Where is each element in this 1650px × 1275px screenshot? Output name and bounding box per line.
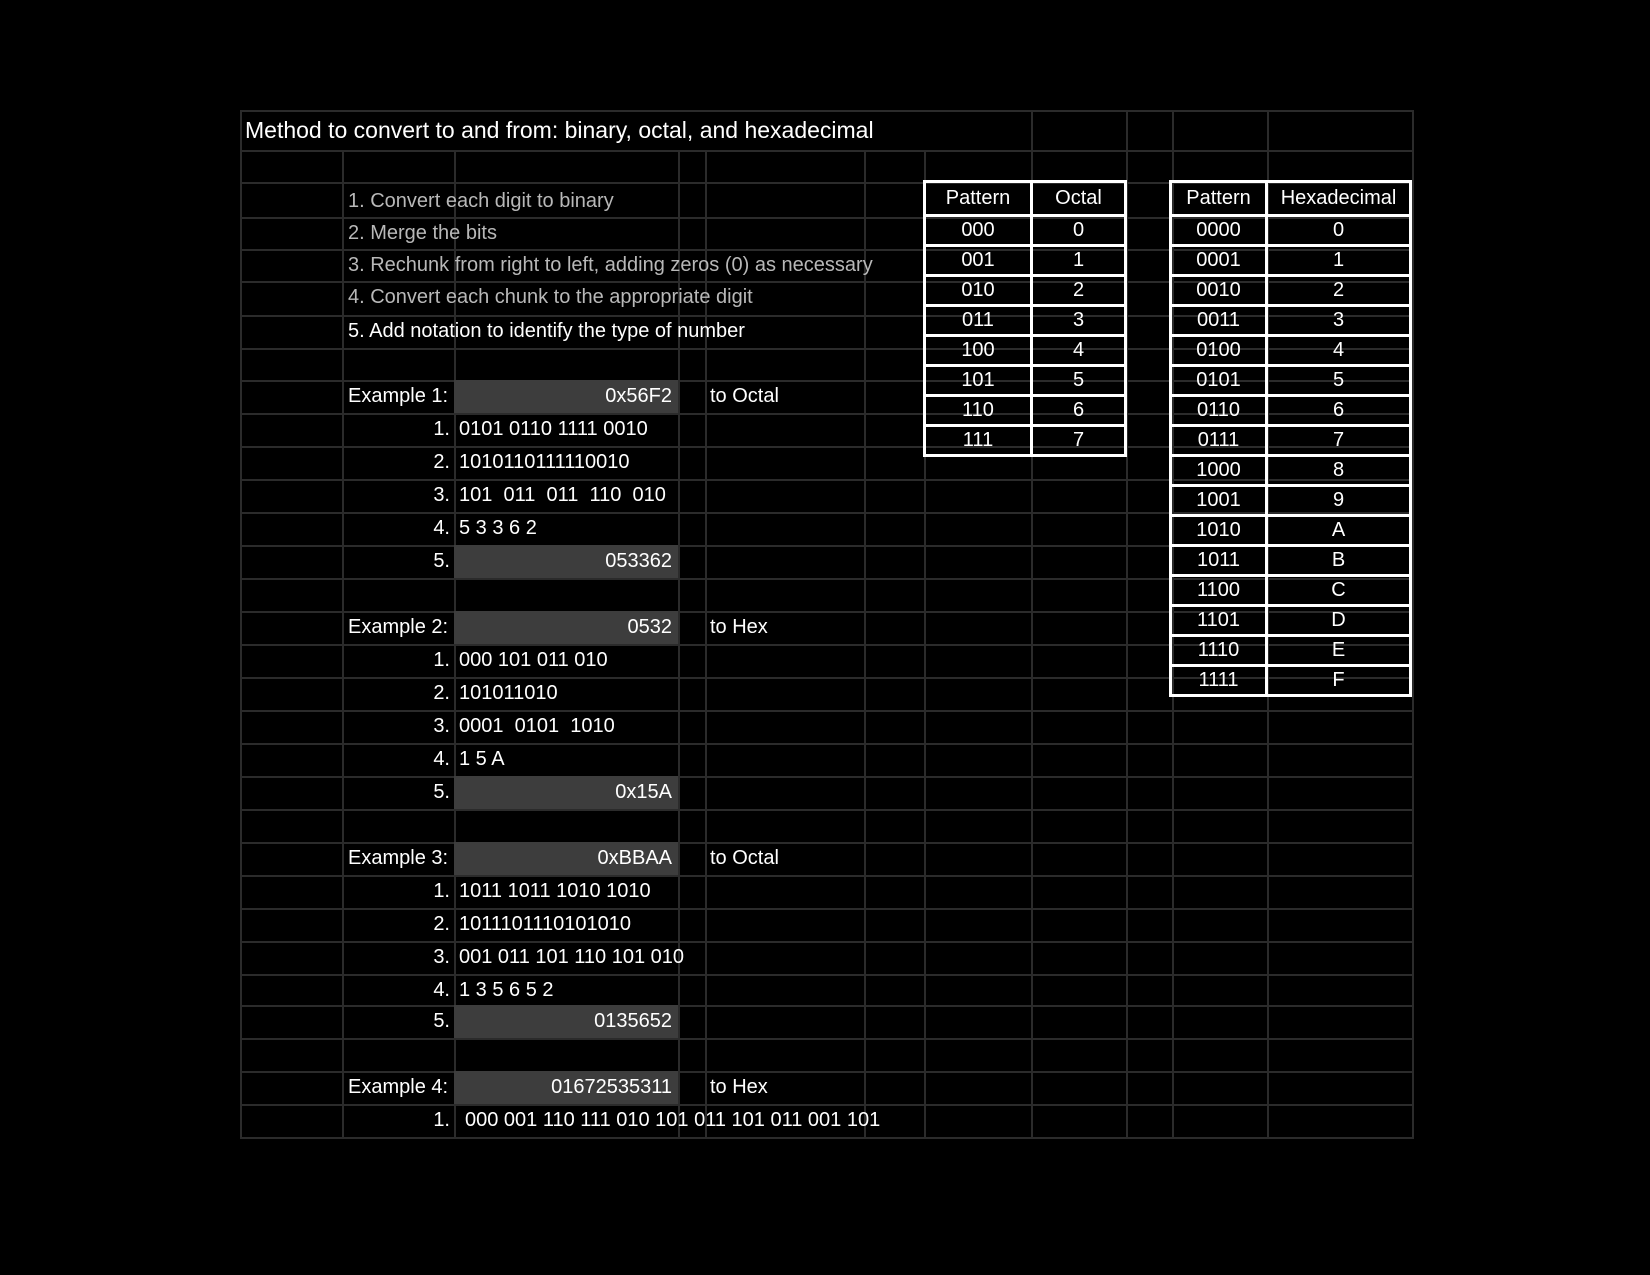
pattern-cell: 1110 (1171, 636, 1267, 666)
grid-line (240, 110, 242, 1139)
step-number: 3. (433, 946, 450, 968)
pattern-cell: 011 (925, 306, 1032, 336)
example-result[interactable]: 0135652 (454, 1005, 678, 1038)
column-header-pattern: Pattern (1171, 182, 1267, 216)
value-cell: 1 (1032, 246, 1126, 276)
pattern-cell: 0110 (1171, 396, 1267, 426)
example-input[interactable]: 0532 (454, 611, 678, 644)
example-input[interactable]: 0x56F2 (454, 380, 678, 413)
hex-lookup-table (1169, 180, 1412, 697)
pattern-cell: 1101 (1171, 606, 1267, 636)
step-number: 5. (433, 781, 450, 803)
step-text: 1011 1011 1010 1010 (459, 880, 651, 902)
step-text: 0001 0101 1010 (459, 715, 615, 737)
table-row (1171, 546, 1411, 576)
table-row (1171, 276, 1411, 306)
pattern-cell: 0111 (1171, 426, 1267, 456)
value-cell: 7 (1032, 426, 1126, 456)
example-label: Example 2: (348, 616, 449, 638)
table-row (925, 216, 1126, 246)
grid-line (240, 809, 1414, 811)
pattern-cell: 010 (925, 276, 1032, 306)
step-text: 1 5 A (459, 748, 505, 770)
pattern-cell: 1001 (1171, 486, 1267, 516)
example-input[interactable]: 0xBBAA (454, 842, 678, 875)
value-cell: C (1267, 576, 1411, 606)
value-cell: 5 (1032, 366, 1126, 396)
value-cell: 4 (1032, 336, 1126, 366)
pattern-cell: 1111 (1171, 666, 1267, 696)
table-row (925, 276, 1126, 306)
step-number: 1. (433, 880, 450, 902)
value-cell: B (1267, 546, 1411, 576)
method-step-2: 2. Merge the bits (348, 222, 497, 244)
value-cell: 3 (1032, 306, 1126, 336)
octal-lookup-table (923, 180, 1127, 457)
value-cell: 6 (1267, 396, 1411, 426)
table-row (1171, 336, 1411, 366)
example-target: to Hex (710, 1076, 768, 1098)
pattern-cell: 101 (925, 366, 1032, 396)
step-text: 1010110111110010 (459, 451, 630, 473)
value-cell: 4 (1267, 336, 1411, 366)
step-text: 1011101110101010 (459, 913, 632, 935)
column-header-octal: Octal (1032, 182, 1126, 216)
pattern-cell: 000 (925, 216, 1032, 246)
table-row (925, 366, 1126, 396)
step-text: 000 101 011 010 (459, 649, 608, 671)
step-number: 2. (433, 451, 450, 473)
table-row (1171, 246, 1411, 276)
pattern-cell: 1100 (1171, 576, 1267, 606)
grid-line (240, 1038, 1414, 1040)
table-row (925, 426, 1126, 456)
table-row (1171, 516, 1411, 546)
example-input[interactable]: 01672535311 (454, 1071, 678, 1104)
pattern-cell: 0010 (1171, 276, 1267, 306)
pattern-cell: 1011 (1171, 546, 1267, 576)
page-title: Method to convert to and from: binary, octal, and hexadecimal (245, 117, 874, 143)
value-cell: 8 (1267, 456, 1411, 486)
step-text: 5 3 3 6 2 (459, 517, 537, 539)
table-row (1171, 486, 1411, 516)
pattern-cell: 0000 (1171, 216, 1267, 246)
step-number: 1. (433, 649, 450, 671)
example-label: Example 1: (348, 385, 449, 407)
table-row (1171, 606, 1411, 636)
value-cell: 6 (1032, 396, 1126, 426)
table-row (1171, 366, 1411, 396)
value-cell: D (1267, 606, 1411, 636)
step-text: 001 011 101 110 101 010 (459, 946, 685, 968)
value-cell: A (1267, 516, 1411, 546)
pattern-cell: 111 (925, 426, 1032, 456)
value-cell: 2 (1032, 276, 1126, 306)
pattern-cell: 0011 (1171, 306, 1267, 336)
table-row (1171, 426, 1411, 456)
step-number: 4. (433, 979, 450, 1001)
pattern-cell: 1000 (1171, 456, 1267, 486)
example-target: to Hex (710, 616, 768, 638)
step-number: 2. (433, 682, 450, 704)
pattern-cell: 110 (925, 396, 1032, 426)
step-number: 5. (433, 1010, 450, 1032)
hex-table-body (1171, 216, 1411, 696)
table-row (925, 306, 1126, 336)
step-number: 3. (433, 484, 450, 506)
table-row (1171, 456, 1411, 486)
step-text: 000 001 110 111 010 101 011 101 011 001 101 (465, 1109, 881, 1131)
table-row (1171, 576, 1411, 606)
value-cell: 9 (1267, 486, 1411, 516)
table-header-row (1171, 182, 1411, 216)
value-cell: 3 (1267, 306, 1411, 336)
value-cell: 5 (1267, 366, 1411, 396)
grid-line (864, 150, 866, 1139)
table-row (925, 336, 1126, 366)
column-header-hexadecimal: Hexadecimal (1267, 182, 1411, 216)
method-step-5: 5. Add notation to identify the type of number (348, 320, 745, 342)
table-row (1171, 636, 1411, 666)
pattern-cell: 0100 (1171, 336, 1267, 366)
table-row (1171, 666, 1411, 696)
step-text: 0101 0110 1111 0010 (459, 418, 648, 440)
value-cell: 7 (1267, 426, 1411, 456)
step-number: 4. (433, 517, 450, 539)
value-cell: E (1267, 636, 1411, 666)
step-number: 4. (433, 748, 450, 770)
example-label: Example 3: (348, 847, 449, 869)
table-header-row (925, 182, 1126, 216)
step-text: 1 3 5 6 5 2 (459, 979, 554, 1001)
method-step-3: 3. Rechunk from right to left, adding zeros (0) as necessary (348, 254, 873, 276)
step-number: 2. (433, 913, 450, 935)
value-cell: 0 (1032, 216, 1126, 246)
value-cell: F (1267, 666, 1411, 696)
pattern-cell: 001 (925, 246, 1032, 276)
step-number: 1. (433, 1109, 450, 1131)
step-number: 3. (433, 715, 450, 737)
example-target: to Octal (710, 385, 779, 407)
table-row (1171, 306, 1411, 336)
value-cell: 2 (1267, 276, 1411, 306)
example-target: to Octal (710, 847, 779, 869)
pattern-cell: 0001 (1171, 246, 1267, 276)
step-text: 101011010 (459, 682, 558, 704)
value-cell: 1 (1267, 246, 1411, 276)
example-result[interactable]: 0x15A (454, 776, 678, 809)
example-result[interactable]: 053362 (454, 545, 678, 578)
pattern-cell: 0101 (1171, 366, 1267, 396)
method-step-4: 4. Convert each chunk to the appropriate digit (348, 286, 753, 308)
table-row (1171, 216, 1411, 246)
octal-table-body (925, 216, 1126, 456)
method-step-1: 1. Convert each digit to binary (348, 190, 614, 212)
column-header-pattern: Pattern (925, 182, 1032, 216)
example-label: Example 4: (348, 1076, 449, 1098)
value-cell: 0 (1267, 216, 1411, 246)
step-text: 101 011 011 110 010 (459, 484, 666, 506)
table-row (1171, 396, 1411, 426)
step-number: 5. (433, 550, 450, 572)
pattern-cell: 100 (925, 336, 1032, 366)
step-number: 1. (433, 418, 450, 440)
grid-line (1412, 110, 1414, 1139)
grid-line (240, 150, 1414, 152)
pattern-cell: 1010 (1171, 516, 1267, 546)
table-row (925, 396, 1126, 426)
grid-line (240, 1137, 1414, 1139)
table-row (925, 246, 1126, 276)
